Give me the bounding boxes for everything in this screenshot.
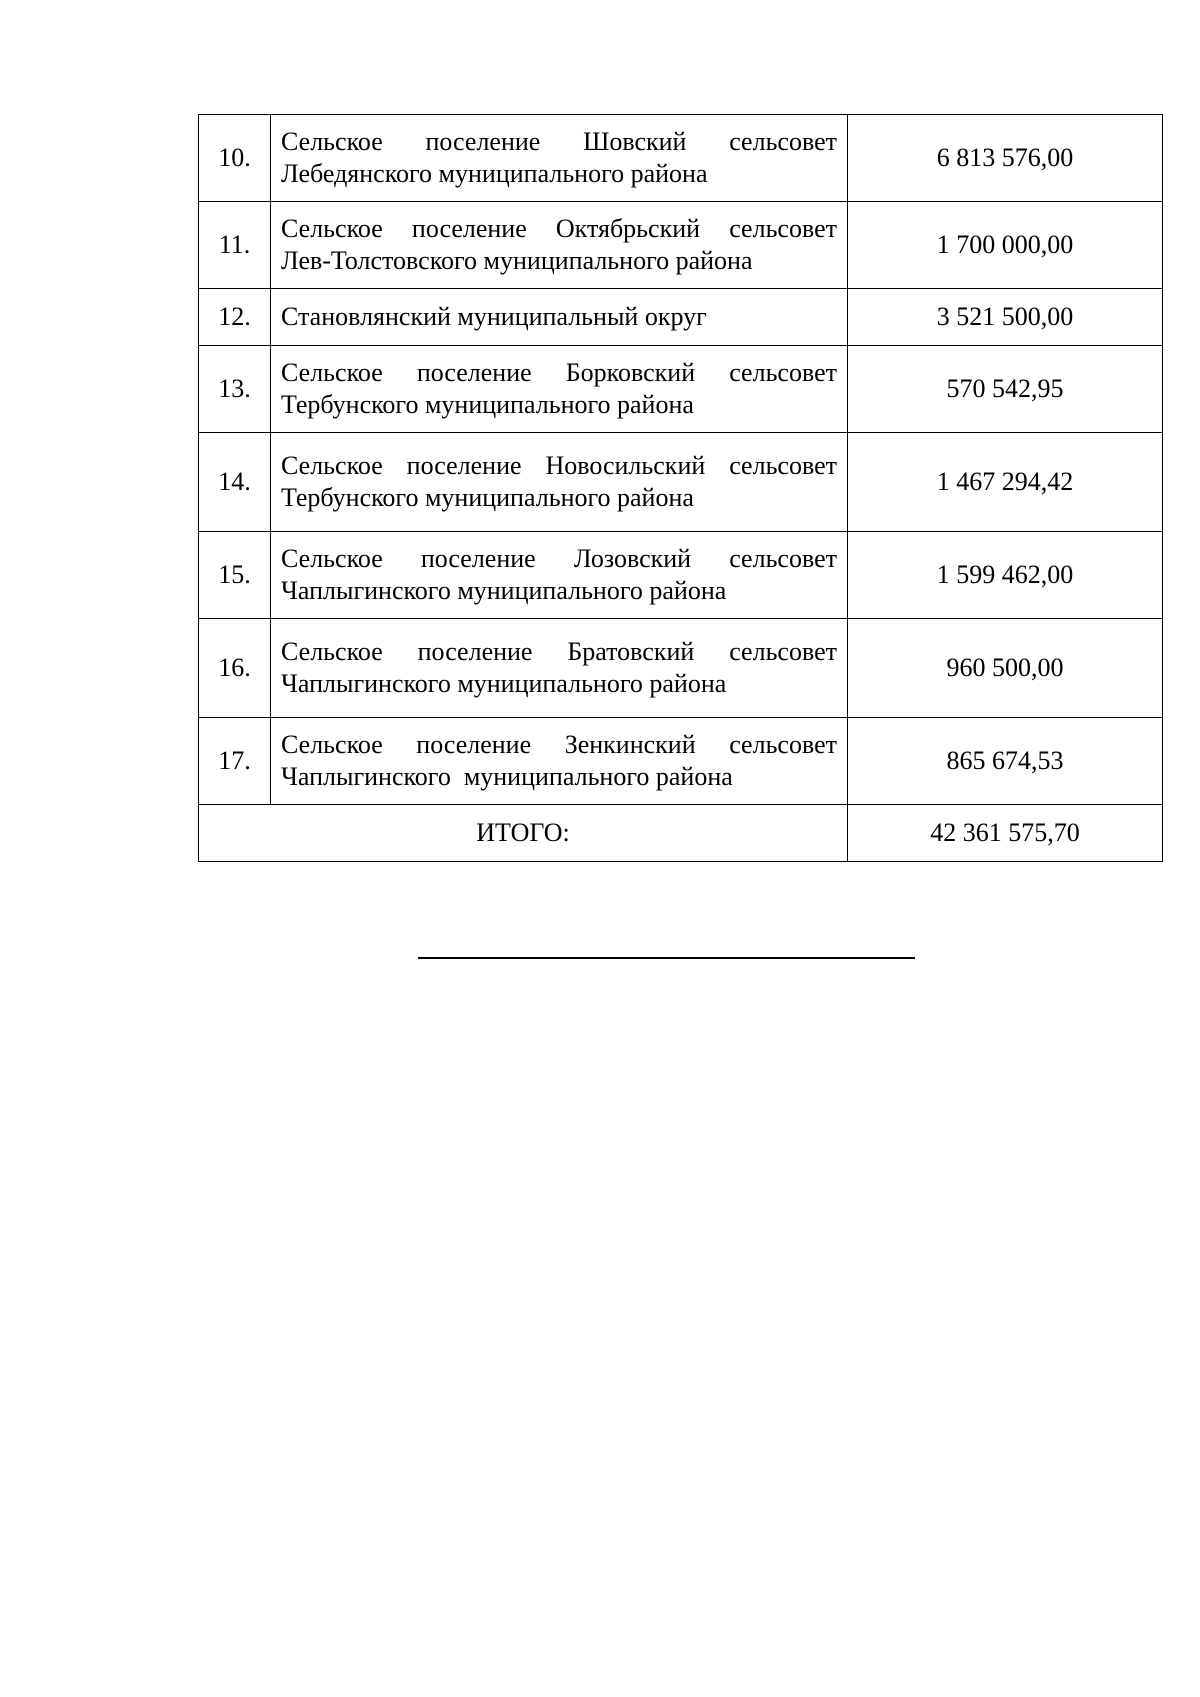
municipality-name-line2: Лебедянского муниципального района (281, 159, 708, 188)
total-amount: 42 361 575,70 (848, 805, 1163, 862)
municipality-name-line2: Тербунского муниципального района (281, 483, 694, 512)
municipality-name-line2: Лев-Толстовского муниципального района (281, 246, 753, 275)
municipality-name (271, 289, 848, 346)
municipality-name-line1: Сельское поселение Шовский сельсовет (281, 127, 837, 156)
municipality-name-line1: Становлянский муниципальный округ (281, 302, 707, 331)
amount: 1 467 294,42 (848, 433, 1163, 532)
table-row (199, 619, 1163, 718)
amount: 6 813 576,00 (848, 115, 1163, 202)
row-number: 12. (199, 289, 271, 346)
municipality-name (271, 532, 848, 619)
amount: 3 521 500,00 (848, 289, 1163, 346)
row-number: 15. (199, 532, 271, 619)
municipality-name (271, 115, 848, 202)
allocation-table (198, 114, 1163, 862)
municipality-name-line1: Сельское поселение Борковский сельсовет (281, 358, 837, 387)
municipality-name (271, 346, 848, 433)
row-number: 17. (199, 718, 271, 805)
closing-rule-line (418, 957, 915, 959)
municipality-name (271, 433, 848, 532)
municipality-name (271, 619, 848, 718)
municipality-name-line1: Сельское поселение Новосильский сельсовет (281, 451, 837, 480)
table-row (199, 718, 1163, 805)
row-number: 10. (199, 115, 271, 202)
municipality-name-line1: Сельское поселение Братовский сельсовет (281, 637, 837, 666)
table-row (199, 289, 1163, 346)
total-row (199, 805, 1163, 862)
municipality-name-line2: Чаплыгинского муниципального района (281, 669, 727, 698)
row-number: 13. (199, 346, 271, 433)
table-row (199, 532, 1163, 619)
amount: 1 700 000,00 (848, 202, 1163, 289)
table-row (199, 433, 1163, 532)
total-label: ИТОГО: (199, 805, 848, 862)
municipality-name-line1: Сельское поселение Зенкинский сельсовет (281, 730, 837, 759)
municipality-name (271, 718, 848, 805)
amount: 1 599 462,00 (848, 532, 1163, 619)
municipality-name-line2: Чаплыгинского муниципального района (281, 762, 733, 791)
municipality-name-line2: Тербунского муниципального района (281, 390, 694, 419)
municipality-name-line2: Чаплыгинского муниципального района (281, 576, 727, 605)
row-number: 14. (199, 433, 271, 532)
municipality-name (271, 202, 848, 289)
row-number: 11. (199, 202, 271, 289)
amount: 960 500,00 (848, 619, 1163, 718)
table-row (199, 202, 1163, 289)
municipality-name-line1: Сельское поселение Лозовский сельсовет (281, 544, 837, 573)
table-row (199, 115, 1163, 202)
municipality-name-line1: Сельское поселение Октябрьский сельсовет (281, 214, 837, 243)
amount: 570 542,95 (848, 346, 1163, 433)
amount: 865 674,53 (848, 718, 1163, 805)
table-row (199, 346, 1163, 433)
row-number: 16. (199, 619, 271, 718)
